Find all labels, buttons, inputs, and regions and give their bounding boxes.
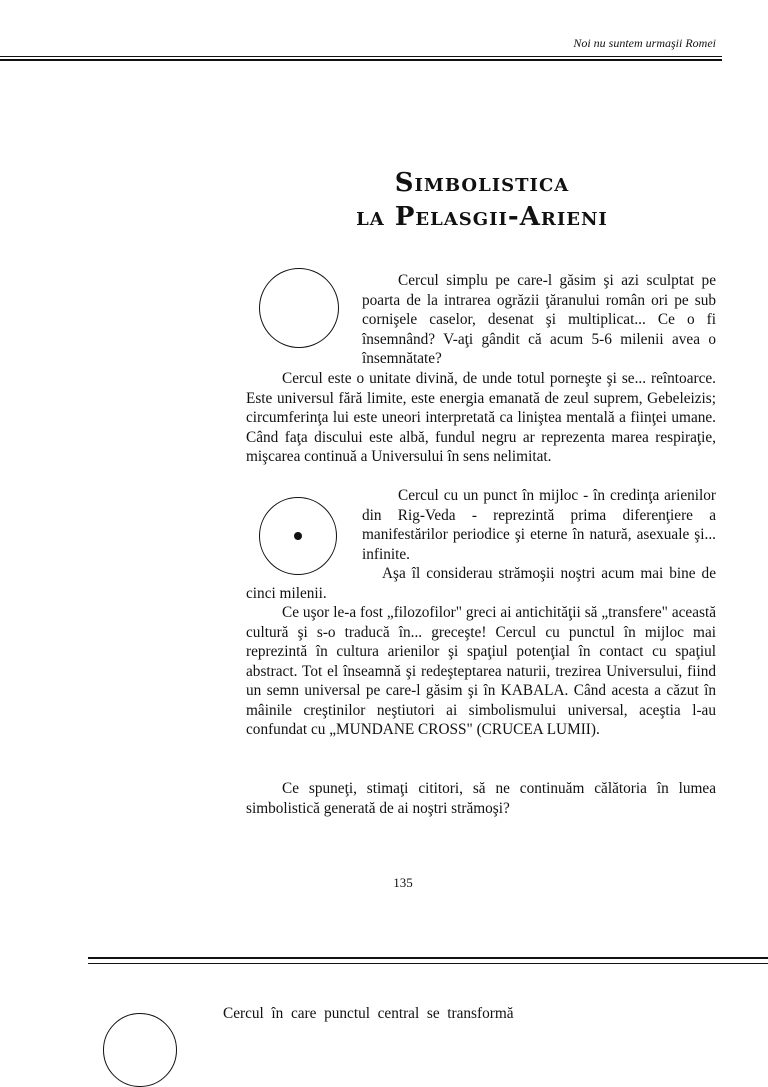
- page-number: 135: [393, 875, 413, 890]
- page-break-rule-thin: [88, 963, 768, 964]
- center-dot-icon: [294, 532, 302, 540]
- header-rule-thin: [0, 56, 722, 57]
- chapter-title-line1: Simbolistica: [394, 168, 570, 198]
- next-page-circle-icon: [103, 1013, 177, 1087]
- paragraph-1: Cercul simplu pe care-l găsim şi azi sculptat pe poarta de la intrarea ogrăzii ţăranului român ori pe sub cornişele caselor, desenat şi multiplicat... Ce o fi însemnând? V-aţi gândit că acum 5-6 milenii avea o însemnătate?: [362, 272, 716, 367]
- paragraph-3: Cercul cu un punct în mijloc - în credinţa arienilor din Rig-Veda - reprezintă prima diferenţiere a manifestărilor periodice şi eterne în natură, asexuale şi... infinite.: [362, 487, 716, 563]
- chapter-title-line2: la Pelasgii-Arieni: [356, 202, 608, 232]
- paragraph-2: Cercul este o unitate divină, de unde totul porneşte şi se... reîntoarce. Este universul fără limite, este energia emanată de zeul suprem, Gebeleizis; circumferinţa lui este uneori interpretată ca liniştea mentală a fiinţei umane. Când faţa discului este albă, fundul negru ar reprezenta marea respiraţie, mişcarea continuă a Universului în sens nelimitat.: [246, 370, 716, 465]
- paragraph-6: Ce spuneţi, stimaţi cititori, să ne continuăm călătoria în lumea simbolistică generată de ai noştri strămoşi?: [246, 780, 716, 817]
- circle-icon: [259, 268, 339, 348]
- running-header: Noi nu suntem urmaşii Romei: [573, 36, 716, 50]
- paragraph-4: Aşa îl considerau strămoşii noştri acum mai bine de cinci milenii.: [246, 565, 716, 602]
- paragraph-5: Ce uşor le-a fost „filozofilor" greci ai antichităţii să „transfere" această cultură şi s-o traducă în... greceşte! Cercul cu punctul în mijloc mai reprezintă în cultura arienilor şi spaţiul potenţial în contact cu spaţiul abstract. Tot el înseamnă şi redeşteptarea naturii, trezirea Universului, fiind un semn universal pe care-l găsim şi în KABALA. Când acesta a căzut în mâinile creştinilor neştiutori ai simbolismului universal, aceştia l-au confundat cu „MUNDANE CROSS" (CRUCEA LUMII).: [246, 604, 716, 738]
- header-rule-thick: [0, 59, 722, 61]
- next-page-first-line: Cercul în care punctul central se transformă: [223, 1005, 514, 1022]
- page-break-rule-thick: [88, 957, 768, 959]
